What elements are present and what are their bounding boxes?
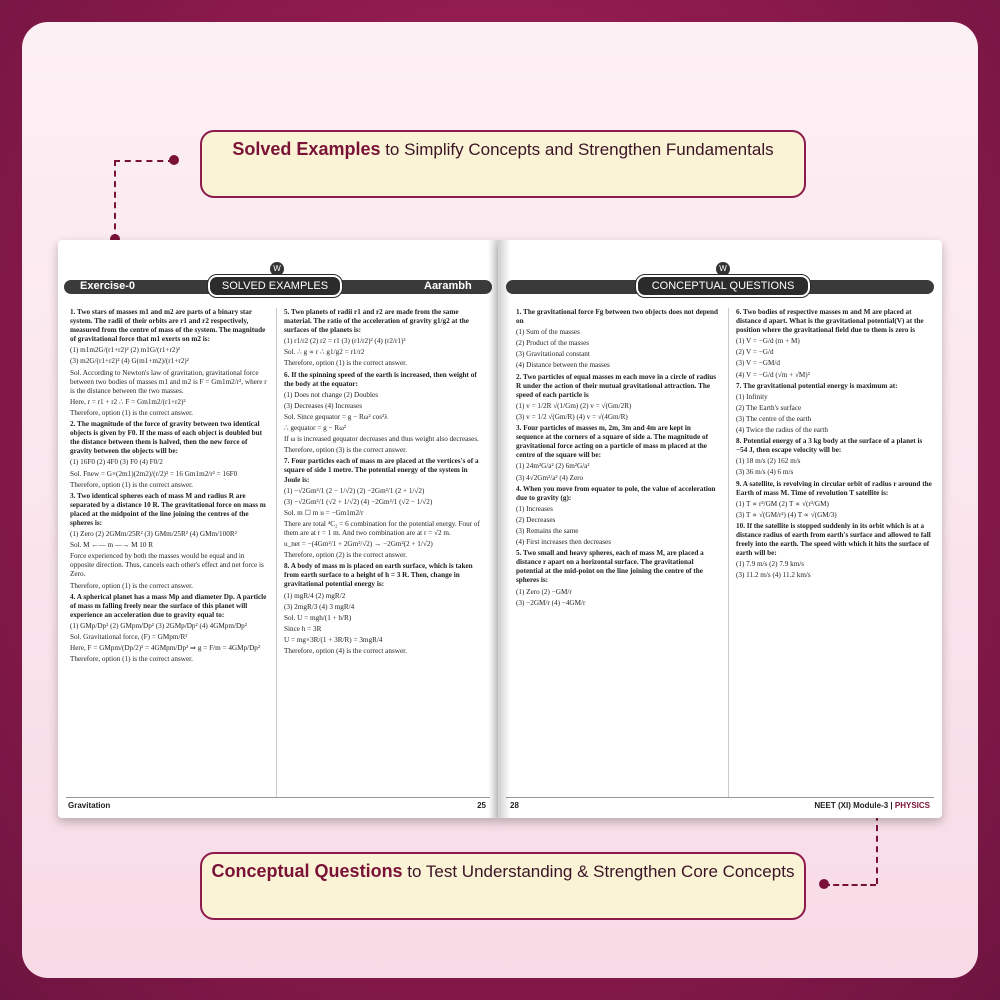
right-footer-title: NEET (XI) Module-3 | PHYSICS — [814, 801, 930, 810]
text-line: Therefore, option (2) is the correct answer. — [284, 551, 407, 560]
text-line: (3) m2G/(r1+r2)² (4) G(m1+m2)/(r1+r2)² — [70, 357, 189, 366]
right-footer-subject: PHYSICS — [894, 801, 930, 810]
background-panel — [22, 22, 978, 978]
text-line: 8. A body of mass m is placed on earth surface, which is taken from earth surface to a height of h = 3 R. Then, change in gravitational potential energy is: — [284, 562, 473, 589]
text-line: Force experienced by both the masses would be equal and in opposite direction. Thus, cancels each other's effect and net force is Zero. — [70, 552, 264, 579]
text-line: 1. The gravitational force Fg between two objects does not depend on — [516, 308, 718, 326]
text-line: Sol. m ☐ m u = −Gm1m2/r — [284, 508, 364, 517]
exercise-label: Exercise-0 — [80, 280, 136, 292]
text-line: (3) −2GM/r (4) −4GM/r — [516, 598, 586, 607]
text-line: (1) GMp/Dp² (2) GMpm/Dp² (3) 2GMp/Dp² (4) 4GMpm/Dp² — [70, 621, 247, 630]
text-line: Therefore, option (3) is the correct answer. — [284, 446, 407, 455]
text-line: Sol. Fnew = G×(2m1)(2m2)/(r/2)² = 16 Gm1m2/r² = 16F0 — [70, 469, 238, 478]
right-page — [498, 240, 942, 818]
text-line: (3) 4√2Gm²/a² (4) Zero — [516, 473, 584, 482]
conceptual-questions-title: CONCEPTUAL QUESTIONS — [636, 275, 810, 297]
publisher-logo-icon: W — [270, 262, 284, 276]
text-line: Therefore, option (1) is the correct answer. — [70, 408, 193, 417]
text-line: 7. Four particles each of mass m are placed at the vertices's of a square of side 1 metre. The potential energy of the system in Joule is: — [284, 457, 479, 484]
text-line: 5. Two planets of radii r1 and r2 are made from the same material. The ratio of the acceleration of gravity g1/g2 at the surfaces of the planets is: — [284, 308, 469, 335]
text-line: Sol. According to Newton's law of gravitation, gravitational force between two bodies of masses m1 and m2 is F = Gm1m2/r², where r is the distance between the two masses. — [70, 368, 267, 395]
text-line: There are total ⁴C₂ = 6 combination for the potential energy. Four of them are at r = 1 m. And two combination are at r = √2 m. — [284, 519, 480, 537]
text-line: Sol. M ←— m —→ M 10 R — [70, 541, 154, 550]
text-line: (1) 16F0 (2) 4F0 (3) F0 (4) F0/2 — [70, 458, 163, 467]
column-divider — [276, 308, 277, 798]
text-line: Sol. U = mgh/(1 + h/R) — [284, 613, 352, 622]
text-line: Since h = 3R — [284, 624, 322, 633]
level-label: Aarambh — [424, 280, 472, 292]
text-line: U = mg×3R/(1 + 3R/R) = 3mgR/4 — [284, 635, 383, 644]
open-book — [58, 240, 942, 822]
text-line: 10. If the satellite is stopped suddenly in its orbit which is at a distance radius of earth from earth's surface and allowed to fall freely into the earth. The speed with which it hits the surface of earth will be: — [736, 521, 931, 558]
text-line: Therefore, option (1) is the correct answer. — [70, 655, 193, 664]
column-divider-right — [728, 308, 729, 798]
text-line: 4. A spherical planet has a mass Mp and diameter Dp. A particle of mass m falling freely near the surface of this planet will experience an acceleration due to gravity equal to: — [70, 592, 267, 619]
text-line: 7. The gravitational potential energy is maximum at: — [736, 381, 898, 390]
text-line: Sol. Gravitational force, (F) = GMpm/R² — [70, 633, 188, 641]
text-line: (2) Decreases — [516, 515, 556, 524]
text-line: (1) Infinity — [736, 392, 768, 401]
text-line: (3) 2mgR/3 (4) 3 mgR/4 — [284, 602, 355, 611]
text-line: (1) Sum of the masses — [516, 328, 580, 337]
text-line: (3) T ∝ √(GM/r²) (4) T ∝ √(GM/3) — [736, 510, 837, 519]
text-line: (3) v = 1/2 √(Gm/R) (4) v = √(4Gm/R) — [516, 412, 628, 421]
right-footer-line — [506, 797, 934, 798]
text-line: (4) First increases then decreases — [516, 538, 611, 547]
text-line: Therefore, option (1) is the correct answer. — [70, 581, 193, 590]
text-line: Here, F = GMpm/(Dp/2)² = 4GMpm/Dp² ⇒ g = F/m = 4GMp/Dp² — [70, 644, 261, 653]
text-line: u_net = −(4Gm²/1 + 2Gm²/√2) → −2Gm²(2 + 1/√2) — [284, 540, 433, 549]
left-footer-line — [66, 797, 490, 798]
text-line: 3. Two identical spheres each of mass M and radius R are separated by a distance 10 R. The gravitational force on mass m placed at the midpoint of the line joining the centres of the spheres is: — [70, 491, 266, 527]
text-line: 1. Two stars of masses m1 and m2 are parts of a binary star system. The radii of their orbits are r1 and r2 respectively, measured from the centre of mass of the system. The magnitude of gravitational force that m1 exerts on m2 is: — [70, 308, 266, 344]
text-line: (1) Zero (2) −GM/r — [516, 587, 572, 596]
callout-conceptual-questions-text: to Test Understanding & Strengthen Core Concepts — [402, 862, 795, 881]
text-line: (3) Decreases (4) Increases — [284, 401, 363, 410]
book-spine — [488, 240, 510, 818]
left-column-2 — [284, 308, 484, 658]
text-line: (1) mgR/4 (2) mgR/2 — [284, 591, 346, 600]
text-line: (1) 18 m/s (2) 162 m/s — [736, 457, 801, 466]
text-line: Sol. Since gequator = g − Rω² cos²λ — [284, 412, 388, 421]
text-line: Here, r = r1 + r2 ∴ F = Gm1m2/(r1+r2)² — [70, 397, 186, 406]
text-line: (1) −√2Gm²/1 (2 − 1/√2) (2) −2Gm²/1 (2 + 1/√2) — [284, 486, 425, 495]
text-line: 9. A satellite, is revolving in circular orbit of radius r around the Earth of mass M. Time of revolution T satellite is: — [736, 479, 932, 497]
text-line: (1) m1m2G/(r1+r2)² (2) m1G/(r1+r2)² — [70, 346, 181, 355]
text-line: 3. Four particles of masses m, 2m, 3m and 4m are kept in sequence at the corners of a square of side a. The magnitude of gravitational force acting on a particle of mass m placed at the centre of the square will be: — [516, 424, 708, 460]
text-line: (1) V = −G/d (m + M) — [736, 337, 800, 346]
text-line: 6. If the spinning speed of the earth is increased, then weight of the body at the equator: — [284, 370, 477, 388]
callout-solved-examples-bold: Solved Examples — [232, 139, 381, 159]
text-line: Therefore, option (1) is the correct answer. — [284, 359, 407, 368]
right-column-1 — [516, 308, 720, 610]
left-column-1 — [70, 308, 268, 666]
text-line: Therefore, option (4) is the correct answer. — [284, 647, 407, 655]
text-line: (1) Increases — [516, 504, 553, 513]
text-line: (1) T ∝ r³/GM (2) T ∝ √(r³/GM) — [736, 499, 829, 508]
text-line: (3) The centre of the earth — [736, 414, 812, 423]
callout-solved-examples-text: to Simplify Concepts and Strengthen Fundamentals — [380, 140, 774, 159]
callout-solved-examples — [200, 130, 806, 198]
left-page-number: 25 — [477, 801, 486, 810]
text-line: (3) 11.2 m/s (4) 11.2 km/s — [736, 571, 811, 580]
text-line: (4) Distance between the masses — [516, 361, 610, 370]
left-footer-title: Gravitation — [68, 801, 111, 810]
text-line: ∴ gequator = g − Rω² — [284, 424, 347, 433]
text-line: (2) Product of the masses — [516, 339, 590, 348]
callout-conceptual-questions — [200, 852, 806, 920]
right-page-number: 28 — [510, 801, 519, 810]
text-line: (3) Remains the same — [516, 526, 579, 535]
solved-examples-title: SOLVED EXAMPLES — [208, 275, 342, 297]
publisher-logo-icon-right: W — [716, 262, 730, 276]
text-line: (3) V = −GM/d — [736, 359, 780, 368]
text-line: If ω is increased gequator decreases and thus weight also decreases. — [284, 435, 479, 444]
text-line: Therefore, option (1) is the correct answer. — [70, 480, 193, 489]
text-line: (4) V = −G/d (√m + √M)² — [736, 370, 810, 379]
text-line: (4) Twice the radius of the earth — [736, 426, 828, 435]
connector-bottom-dot — [819, 879, 829, 889]
text-line: 5. Two small and heavy spheres, each of mass M, are placed a distance r apart on a horizontal surface. The gravitational potential at the mid-point on the line joining the centre of the spheres is: — [516, 549, 704, 585]
right-footer-module: NEET (XI) Module-3 — [814, 801, 889, 810]
callout-conceptual-questions-bold: Conceptual Questions — [211, 861, 403, 881]
text-line: (3) Gravitational constant — [516, 350, 590, 359]
text-line: (1) 7.9 m/s (2) 7.9 km/s — [736, 560, 805, 569]
text-line: (1) v = 1/2R √(1/Gm) (2) v = √(Gm/2R) — [516, 401, 632, 410]
text-line: 4. When you move from equator to pole, the value of acceleration due to gravity (g): — [516, 484, 716, 502]
text-line: 2. The magnitude of the force of gravity between two identical objects is given by F0. If the mass of each object is doubled but the distance between them is halved, then the new force of gravity between the objects will be: — [70, 420, 263, 456]
text-line: 6. Two bodies of respective masses m and M are placed at distance d apart. What is the gravitational potential(V) at the position where the gravitational field due to them is zero is — [736, 308, 924, 335]
text-line: (1) 24m²G/a² (2) 6m²G/a² — [516, 462, 590, 471]
text-line: 2. Two particles of equal masses m each move in a circle of radius R under the action of their mutual gravitational attraction. The speed of each particle is — [516, 372, 717, 399]
text-line: (3) −√2Gm²/1 (√2 + 1/√2) (4) −2Gm²/1 (√2 − 1/√2) — [284, 497, 433, 506]
connector-top-vertical — [114, 160, 116, 240]
text-line: 8. Potential energy of a 3 kg body at the surface of a planet is −54 J, then escape velocity will be: — [736, 437, 923, 455]
connector-top — [114, 160, 174, 162]
left-page — [58, 240, 498, 818]
text-line: (1) Zero (2) 2GMm/25R² (3) GMm/25R² (4) GMm/100R² — [70, 530, 237, 539]
text-line: (1) Does not change (2) Doubles — [284, 390, 379, 399]
connector-top-dot — [169, 155, 179, 165]
text-line: (2) V = −G/d — [736, 348, 774, 357]
connector-bottom — [824, 884, 876, 886]
right-column-2 — [736, 308, 932, 582]
text-line: (3) 36 m/s (4) 6 m/s — [736, 468, 794, 477]
text-line: (2) The Earth's surface — [736, 403, 802, 412]
text-line: (1) r1/r2 (2) r2 = r1 (3) (r1/r2)² (4) (r2/r1)² — [284, 337, 406, 346]
text-line: Sol. ∴ g ∝ r ∴ g1/g2 = r1/r2 — [284, 348, 365, 357]
